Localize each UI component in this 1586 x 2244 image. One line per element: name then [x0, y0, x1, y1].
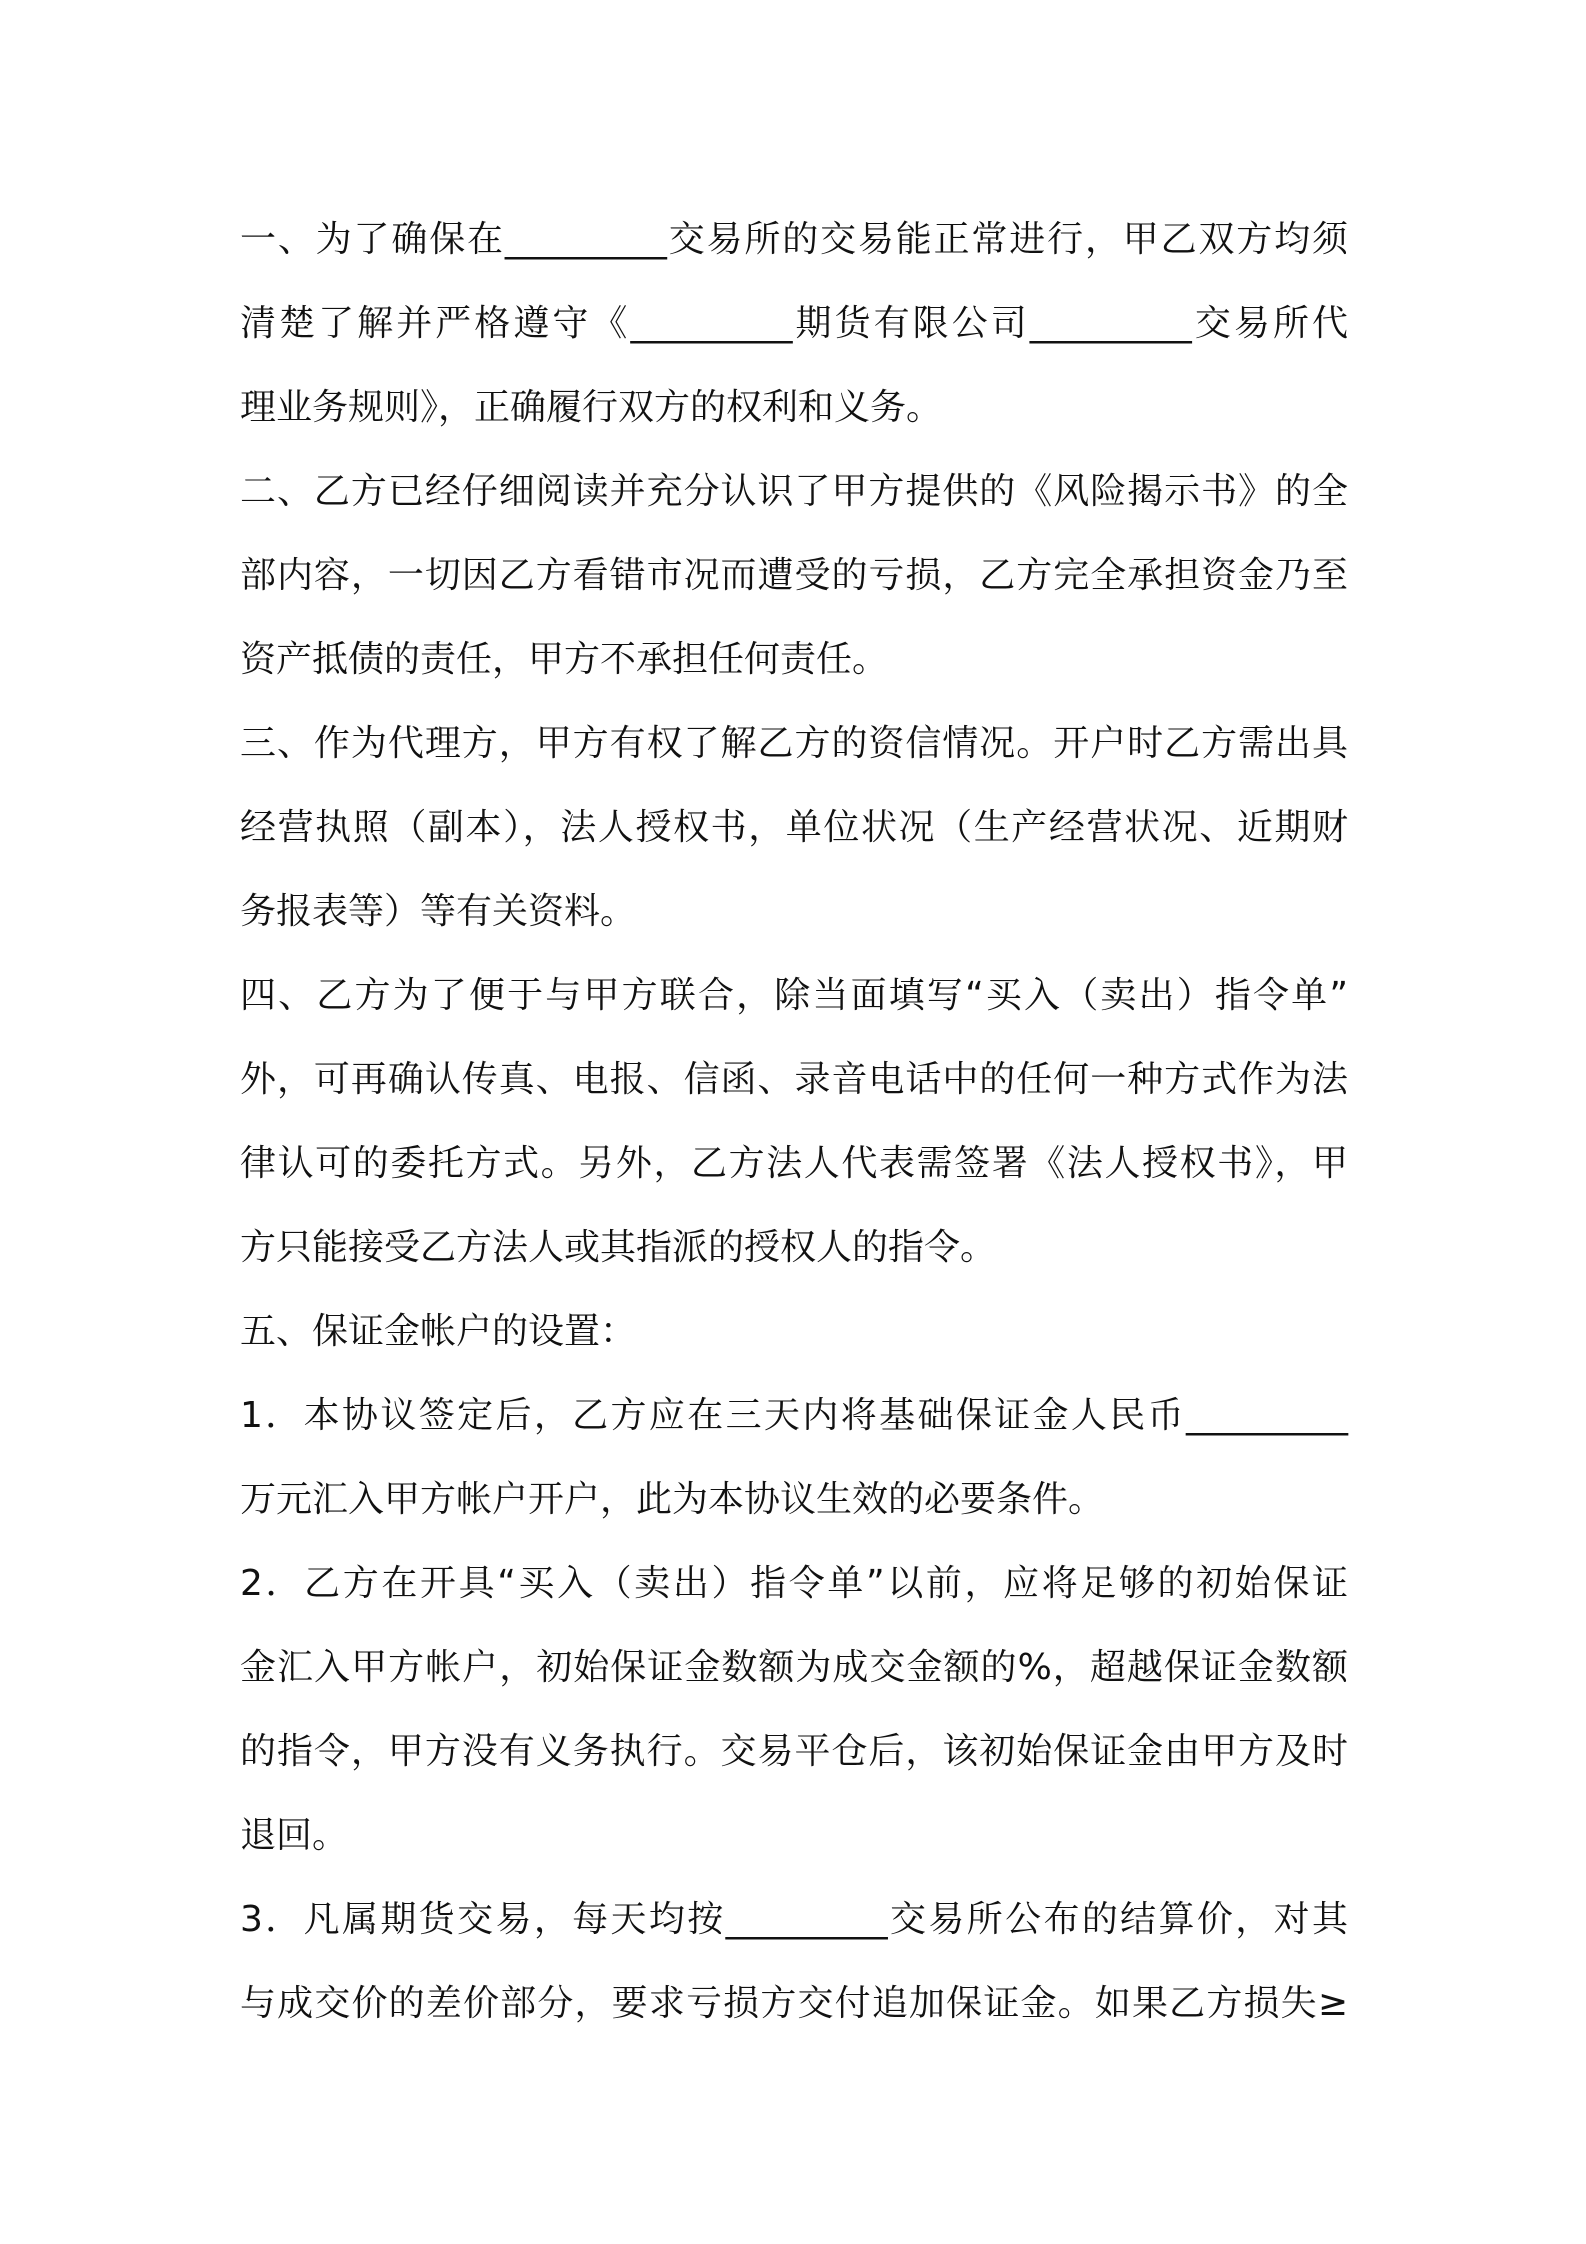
text-line: 五、保证金帐户的设置：	[240, 1311, 637, 1352]
text-line: 三、作为代理方，甲方有权了解乙方的资信情况。开户时乙方需出具	[240, 723, 1348, 764]
text-line: 退回。	[240, 1815, 349, 1856]
text-line: 部内容，一切因乙方看错市况而遭受的亏损，乙方完全承担资金乃至	[240, 555, 1348, 596]
text-line: 3．凡属期货交易，每天均按_________交易所公布的结算价，对其	[240, 1899, 1348, 1940]
text-line: 四、乙方为了便于与甲方联合，除当面填写“买入（卖出）指令单”	[240, 975, 1348, 1016]
text-line: 2．乙方在开具“买入（卖出）指令单”以前，应将足够的初始保证	[240, 1563, 1348, 1604]
text-line: 方只能接受乙方法人或其指派的授权人的指令。	[240, 1227, 997, 1268]
text-line: 一、为了确保在_________交易所的交易能正常进行，甲乙双方均须	[240, 219, 1348, 260]
text-line: 资产抵债的责任，甲方不承担任何责任。	[240, 639, 889, 680]
text-line: 与成交价的差价部分，要求亏损方交付追加保证金。如果乙方损失≥	[240, 1983, 1348, 2024]
text-line: 经营执照（副本），法人授权书，单位状况（生产经营状况、近期财	[240, 807, 1348, 848]
text-line: 外，可再确认传真、电报、信函、录音电话中的任何一种方式作为法	[240, 1059, 1348, 1100]
text-line: 理业务规则》，正确履行双方的权利和义务。	[240, 387, 943, 428]
text-line: 清楚了解并严格遵守《_________期货有限公司_________交易所代	[240, 303, 1348, 344]
text-line: 万元汇入甲方帐户开户，此为本协议生效的必要条件。	[240, 1479, 1105, 1520]
text-line: 二、乙方已经仔细阅读并充分认识了甲方提供的《风险揭示书》的全	[240, 471, 1348, 512]
text-line: 务报表等）等有关资料。	[240, 891, 637, 932]
text-line: 的指令，甲方没有义务执行。交易平仓后，该初始保证金由甲方及时	[240, 1731, 1348, 1772]
text-line: 金汇入甲方帐户，初始保证金数额为成交金额的%，超越保证金数额	[240, 1647, 1348, 1688]
text-line: 1．本协议签定后，乙方应在三天内将基础保证金人民币_________	[240, 1395, 1348, 1436]
text-line: 律认可的委托方式。另外，乙方法人代表需签署《法人授权书》，甲	[240, 1143, 1348, 1184]
document-body	[240, 198, 1348, 2046]
